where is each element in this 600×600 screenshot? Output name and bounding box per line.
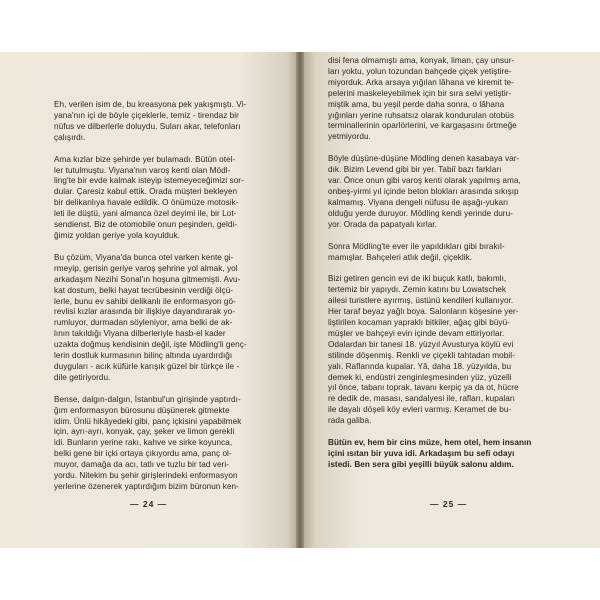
text-line: yıl önce, tabanı toprak, tavanı kerpiç ya da ot, hücre (328, 383, 519, 393)
text-line: müşler ve bahçeyi evin içinde devam ettiriyorlar. (328, 328, 505, 338)
text-line: mamışlar. Bahçeleri atlık değil, çiçeklik. (328, 252, 473, 262)
text-line: dular. Çaresiz kabul ettik. Orada müşteri bekleyen (54, 187, 238, 197)
text-line: nüfus ve dilberlerle doluydu. Suları akar, telefonları (54, 121, 241, 131)
text-line: ları yoktu, yolun tozundan bahçede çiçek yetiştire- (328, 66, 512, 76)
text-line: lerle, bunu ev sahibi delikanlı ile enformasyon gö- (54, 296, 236, 306)
text-line: yetmiyordu. (328, 132, 371, 142)
text-line: demek ki, endüstri zenginleşmesinden yüz, yüzelli (328, 372, 512, 382)
text-line: pelerini maskeleyebilmek için bir sıra selvi yetiştir- (328, 88, 512, 98)
text-line: var. Önce onun gibi varoş kenti olarak yapılmış ama, (328, 176, 521, 186)
text-line: Her taraf beyaz yağlı boya. Salonların köşesine yer- (328, 307, 519, 317)
text-line: lının takıldığı Viyana dilberleriyle hasb-el kader (54, 329, 226, 339)
text-line: istedi. Ben sera gibi yeşilli büyük salonu aldım. (328, 459, 514, 469)
text-line: Odalardan bir tanesi 18. yüzyıl Avusturya köylü evi (328, 339, 514, 349)
text-line: Bütün ev, hem bir cins müze, hem otel, hem insanın (328, 438, 532, 448)
text-line: Bizi getiren gencin evi de iki buçuk katlı, bakımlı, (328, 274, 507, 284)
text-line: ler tutulmuştu. Viyana'nın varoş kenti olan Mödl- (54, 165, 231, 175)
text-line: duyguları - acık küfürle karışık güzel bir türkçe ile - (54, 361, 240, 371)
text-line: revlisi kızlar arasında bir ilişkiye dayandırarak yo- (54, 307, 236, 317)
text-line: belki gene bir içki ortaya çıkıyordu ama, panç ol- (54, 449, 232, 459)
text-line: yerlerine özenerek yaptırdığım bizim büronun ken- (54, 482, 239, 491)
text-line: yığınları yerine ruhsatsız olarak kondurulan otobüs (328, 110, 514, 120)
text-line: terminallerinin oparlörlerini, ve kargaşasını örtmeğe (328, 121, 517, 131)
text-line: Bense, dalgın-dalgın, İstanbul'un girişinde yaptırdı- (54, 394, 241, 404)
text-line: içini ısıtan bir yuva idi. Arkadaşım bu sefi odayı (328, 449, 515, 458)
page-number: — 25 — (430, 499, 468, 510)
text-line: yana'nın içi de böyle çiçeklerle, temiz - tirendaz bir (54, 110, 239, 120)
paragraph (54, 155, 276, 242)
text-line: ile dayalı döşeli köy evleri varmış. Keramet de bu- (328, 405, 512, 415)
text-line: liştirilen kocaman yapraklı bitkiler, ağaç gibi büyü- (328, 318, 510, 328)
text-line: miştik ama, bu yeşil perde daha sonra, o lâhana (328, 99, 505, 109)
text-line: rmeyip, gerisin geriye varoş şehrine yol almak, yol (54, 263, 238, 273)
right-page (304, 52, 600, 548)
text-line: kat dostum, belki hayat tecrübesinin verdiği ölçü- (54, 285, 234, 295)
text-line: dile getiriyordu. (54, 372, 111, 382)
paragraph (54, 253, 276, 384)
text-line: çalışırdı. (54, 132, 86, 142)
text-line: ğimiz yoldan geriye yola koyulduk. (54, 230, 180, 240)
text-line: Ama kızlar bize şehirde yer bulamadı. Bütün otel- (54, 154, 236, 164)
text-line: Böyle düşüne-düşüne Mödling denen kasabaya var- (328, 154, 520, 164)
text-line: Sonra Mödling'te ever ile yapıldıkları gibi bırakıl- (328, 241, 505, 251)
text-line: idim. Ünlü hikâyedeki gibi, panç içkisini yapabilmek (54, 416, 242, 426)
text-line: lerin dostluk kurmasının bilinç altında uyardırdığı (54, 351, 233, 361)
text-line: sendienst. Biz de otomobile onun peşinden, geldi- (54, 220, 238, 230)
text-line: ğım enformasyon bürosunu düşünerek gitmekte (54, 405, 230, 415)
text-line: re dedik de, masası, sandalyesi ile, rafları, kupaları (328, 394, 516, 404)
text-line: Eh, verilen isim de, bu kreasyona pek yakışmıştı. Vi- (54, 100, 247, 109)
open-book (0, 52, 600, 548)
text-line: arkadaşım Nezihi Sonal'ın hoşuna gitmemişti. Avu- (54, 274, 241, 284)
text-line: dık. Bizim Levend gibi bir yer. Tabiî bazı farkları (328, 165, 502, 175)
text-line: için, ayrı-ayrı, konyak, çay, şeker ve limon gerekli (54, 427, 235, 437)
text-line: disi fena olmamıştı ama, konyak, liman, çay unsur- (328, 56, 515, 65)
text-line: leti ile düştü, yani almanca özel deyimi ile, bir Lot- (54, 209, 237, 219)
page-number: — 24 — (130, 499, 168, 510)
paragraph (328, 242, 560, 264)
text-line: yor. Orada da papatyalı kırlar. (328, 219, 437, 229)
text-line: olduğu yerde duruyor. Mödling kendi yerinde duru- (328, 208, 513, 218)
text-line: ailesi turistlere ayırmış, üstünü kendileri kullanıyor. (328, 296, 514, 306)
text-line: rumluyor, durmadan söyleniyor, ama belki de ak- (54, 318, 233, 328)
paragraph (328, 56, 560, 143)
text-line: idi. Bunların yerine rakı, kahve ve sirke koyunca, (54, 438, 233, 448)
text-line: stilinde döşenmiş. Renkli ve çiçekli tahtadan mobil- (328, 350, 515, 360)
text-line: yalı. Raflarında kupalar. Yâ, daha 18. yüzyılda, bu (328, 361, 512, 371)
text-line: miyorduk. Arka arsaya yığılan lâhana ve kiremit te- (328, 77, 514, 87)
text-line: tertemiz bir yapıydı. Zemin katını bu Lowatschek (328, 285, 507, 295)
text-line: rada galiba. (328, 416, 372, 426)
text-line: kalmamış. Viyana dengeli nüfusu ile aşağı-yukarı (328, 197, 509, 207)
book-spine (296, 52, 304, 548)
text-line: ling'te bir evde kalmak isteyip istemeyeceğimizi sor- (54, 176, 244, 186)
paragraph (328, 438, 560, 471)
paragraph (54, 100, 276, 144)
paragraph (328, 154, 560, 230)
text-line: muyor, damağa da acı, tatlı ve tuzlu bir tad veri- (54, 460, 229, 470)
text-line: Bu çözüm, Viyana'da bunca otel varken kente gi- (54, 252, 234, 262)
paragraph (54, 395, 276, 493)
text-line: bir delikanlıya havale edildik. O önümüze motosik- (54, 198, 239, 208)
left-page (0, 52, 296, 548)
text-line: onbeş-yirmi yıl içinde beton blokları arasında sıkışıp (328, 186, 519, 196)
text-line: uzakta doğmuş kendisinin değil, işte Mödling'li genç- (54, 340, 247, 350)
text-line: yordu. Nitekim bu şehir girişlerindeki enformasyon (54, 471, 238, 481)
paragraph (328, 274, 560, 427)
